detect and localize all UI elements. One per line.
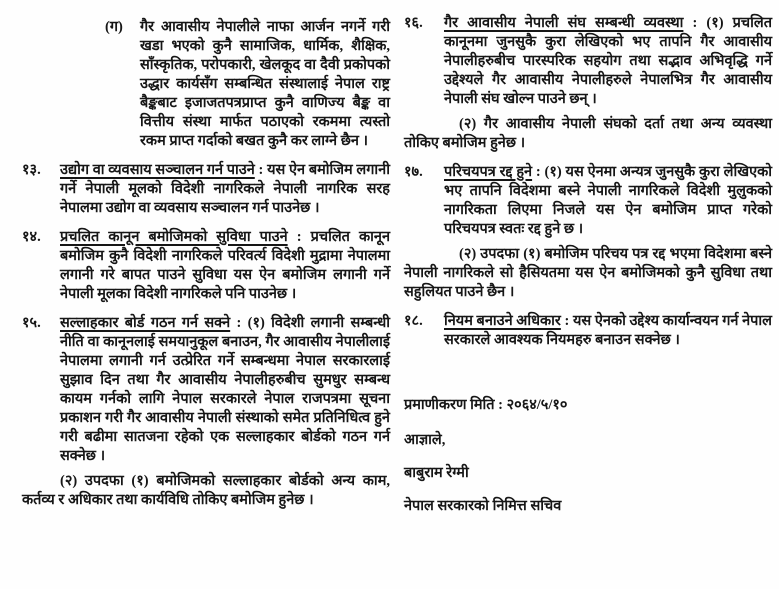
section-body: : यस ऐनको उद्देश्य कार्यान्वयन गर्न नेपाल सरकारले आवश्यक नियमहरु बनाउन सक्नेछ । [444, 313, 772, 348]
section-text [22, 314, 390, 466]
section-body: : (१) यस ऐनमा अन्यत्र जुनसुकै कुरा लेखिएको भए तापनि विदेशमा बस्ने नेपाली नागरिकले विदेशी मुलुकको नागरिकता लिएमा निजले यस ऐन बमोजिम प्राप्त गरेको परिचयपत्र स्वतः रद्द हुने छ । [444, 164, 772, 237]
section-text [404, 14, 772, 109]
section-number: १६. [404, 15, 423, 31]
section-body: : (१) विदेशी लगानी सम्बन्धी नीति वा कानूनलाई समयानुकूल बनाउन, गैर आवासीय नेपालीलाई नेपालमा लगानी गर्न उत्प्रेरित गर्ने सम्बन्धमा नेपाल सरकारलाई सुझाव दिन तथा गैर आवासीय नेपालीहरुबीच सुमधुर सम्बन्ध कायम गर्नको लागि नेपाल सरकारले नेपाल राजपत्रमा सूचना प्रकाशन गरी गैर आवासीय नेपाली संस्थाको समेत प्रतिनिधित्व हुने गरी बढीमा सातजना रहेको एक सल्लाहकार बोर्डको गठन गर्न सक्नेछ । [60, 315, 390, 464]
section-heading: उद्योग वा व्यवसाय सञ्चालन गर्न पाउने [60, 162, 255, 178]
section-heading: परिचयपत्र रद्द हुने [444, 164, 533, 180]
section-heading: गैर आवासीय नेपाली संघ सम्बन्धी व्यवस्था [444, 15, 684, 31]
section-body: : (१) प्रचलित कानूनमा जुनसुकै कुरा लेखिएको भए तापनि गैर आवासीय नेपालीहरुबीच पारस्परिक सहयोग तथा सद्भाव अभिवृद्धि गर्ने उद्देश्यले गैर आवासीय नेपालीहरुले नेपालभित्र गैर आवासीय नेपाली संघ खोल्न पाउने छन् । [444, 15, 772, 107]
section-number: १८. [404, 313, 423, 329]
left-column [22, 18, 390, 520]
section-14 [22, 228, 390, 304]
section-15 [22, 314, 390, 510]
right-column [404, 14, 772, 360]
clause-label: (ग) [105, 19, 123, 35]
section-text [404, 163, 772, 239]
section-16 [404, 14, 772, 153]
section-text [22, 228, 390, 304]
section-17 [404, 163, 772, 302]
subsection-paragraph: (२) उपदफा (१) बमोजिम परिचय पत्र रद्द भएमा विदेशमा बस्ने नेपाली नागरिकले सो हैसियतमा यस ऐन बमोजिमको कुनै सुविधा तथा सहुलियत पाउने छैन । [404, 246, 772, 300]
section-number: १५. [22, 315, 41, 331]
subsection-paragraph: (२) उपदफा (१) बमोजिमको सल्लाहकार बोर्डको अन्य काम, कर्तव्य र अधिकार तथा कार्यविधि तोकिए बमोजिम हुनेछ । [22, 473, 390, 508]
section-heading: नियम बनाउने अधिकार [444, 313, 561, 329]
section-number: १४. [22, 229, 41, 245]
section-text [404, 312, 772, 350]
section-13 [22, 161, 390, 218]
section-number: १७. [404, 164, 423, 180]
section-body: : यस ऐन बमोजिम लगानी गर्ने नेपाली मूलको विदेशी नागरिकले नेपाली नागरिक सरह नेपालमा उद्योग वा व्यवसाय सञ्चालन गर्न पाउनेछ । [60, 162, 390, 216]
section-number: १३. [22, 162, 41, 178]
clause-ga [22, 18, 390, 151]
certification-date: प्रमाणीकरण मिति : २०६४/५/१० [404, 397, 568, 413]
section-text [22, 161, 390, 218]
clause-text: गैर आवासीय नेपालीले नाफा आर्जन नगर्ने गरी खडा भएको कुनै सामाजिक, धार्मिक, शैक्षिक, साँस्कृतिक, परोपकारी, खेलकूद वा दैवी प्रकोपको उद्धार कार्यसँग सम्बन्धित संस्थालाई नेपाल राष्ट्र बैङ्कबाट इजाजतपत्रप्राप्त कुनै वाणिज्य बैङ्क वा वित्तीय संस्था मार्फत पठाएको रकममा त्यस्तो रकम प्राप्त गर्दाको बखत कुनै कर लाग्ने छैन । [140, 19, 390, 149]
subsection-paragraph: (२) गैर आवासीय नेपाली संघको दर्ता तथा अन्य व्यवस्था तोकिए बमोजिम हुनेछ । [404, 116, 772, 151]
section-18 [404, 312, 772, 350]
signatory-title: नेपाल सरकारको निमित्त सचिव [404, 498, 562, 514]
by-order-line: आज्ञाले, [404, 432, 446, 448]
certification-block [404, 396, 772, 530]
signatory-name: बाबुराम रेग्मी [404, 465, 469, 481]
section-heading: प्रचलित कानून बमोजिमको सुविधा पाउने [60, 229, 288, 245]
section-heading: सल्लाहकार बोर्ड गठन गर्न सक्ने [60, 315, 231, 331]
section-body: : प्रचलित कानून बमोजिम कुनै विदेशी नागरिकले परिवर्त्य विदेशी मुद्रामा नेपालमा लगानी गरे बापत पाउने सुविधा यस ऐन बमोजिम लगानी गर्ने नेपाली मूलका विदेशी नागरिकले पनि पाउनेछ । [60, 229, 391, 302]
